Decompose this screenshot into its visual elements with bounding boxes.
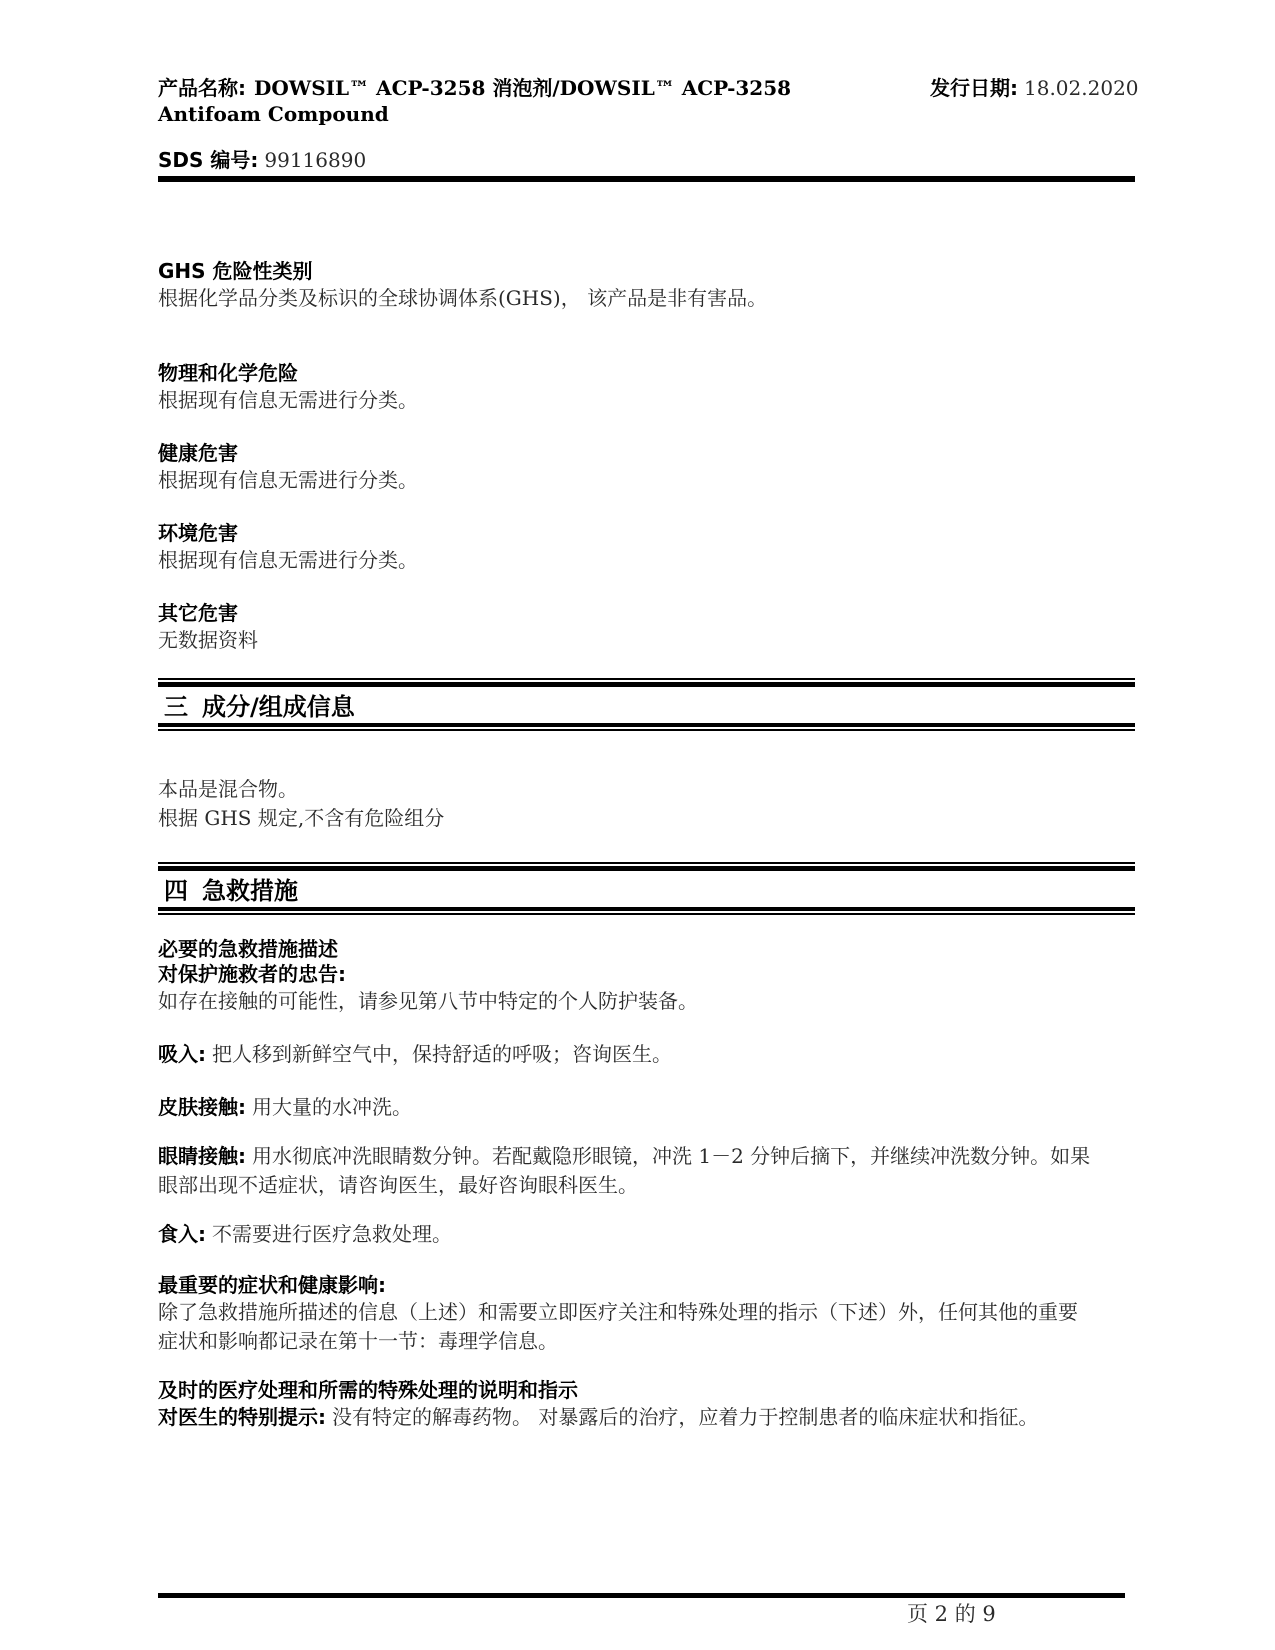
issue-date-label: 发行日期:	[930, 76, 1018, 100]
footer-divider	[158, 1593, 1125, 1598]
issue-date-value: 18.02.2020	[1024, 76, 1139, 100]
rescuer-advice-title: 对保护施救者的忠告:	[158, 962, 346, 986]
firstaid-item-label: 吸入:	[158, 1042, 206, 1066]
firstaid-item-skin	[158, 1093, 1093, 1122]
sds-number-value: 99116890	[264, 148, 367, 172]
firstaid-item-ingestion	[158, 1220, 1093, 1249]
section4-rule-top	[158, 862, 1135, 871]
hazard-subsection-text: 根据现有信息无需进行分类。	[158, 388, 418, 412]
page-footer	[158, 1593, 1135, 1626]
hazard-subsection-other	[158, 601, 1135, 655]
firstaid-item-label: 食入:	[158, 1222, 206, 1246]
section4-number: 四	[164, 877, 188, 905]
firstaid-item-text: 用水彻底冲洗眼睛数分钟。若配戴隐形眼镜，冲洗 1－2 分钟后摘下，并继续冲洗数分钟。如果眼部出现不适症状，请咨询医生，最好咨询眼科医生。	[158, 1144, 1091, 1197]
firstaid-item-text: 不需要进行医疗急救处理。	[212, 1222, 452, 1246]
hazard-subsection-health	[158, 441, 1135, 495]
section3-header	[158, 678, 1135, 731]
section3-rule-bottom	[158, 723, 1135, 731]
section4-title	[158, 871, 1135, 907]
hazard-subsection-environment	[158, 521, 1135, 575]
doctor-note	[158, 1403, 1093, 1432]
product-name-value: DOWSIL™ ACP-3258 消泡剂/DOWSIL™ ACP-3258 Antifoam Compound	[158, 76, 792, 126]
document-header	[158, 75, 1139, 127]
ghs-classification-block	[158, 259, 1135, 313]
composition-text	[158, 775, 1135, 833]
page-number: 页 2 的 9	[907, 1602, 996, 1626]
firstaid-description-block	[158, 937, 1135, 1016]
firstaid-description-title: 必要的急救措施描述	[158, 937, 338, 961]
product-name	[158, 75, 818, 127]
hazard-subsection-text: 无数据资料	[158, 628, 258, 652]
firstaid-item-label: 皮肤接触:	[158, 1095, 246, 1119]
section4-rule-bottom	[158, 907, 1135, 915]
ghs-classification-title: GHS 危险性类别	[158, 259, 313, 283]
symptoms-text: 除了急救措施所描述的信息（上述）和需要立即医疗关注和特殊处理的指示（下述）外，任何其他的重要症状和影响都记录在第十一节：毒理学信息。	[158, 1300, 1078, 1353]
symptoms-block	[158, 1273, 1135, 1356]
medical-treatment-title: 及时的医疗处理和所需的特殊处理的说明和指示	[158, 1378, 578, 1402]
issue-date	[930, 75, 1139, 101]
hazard-subsection-text: 根据现有信息无需进行分类。	[158, 468, 418, 492]
composition-line: 根据 GHS 规定,不含有危险组分	[158, 806, 445, 830]
section3-number: 三	[164, 693, 188, 721]
section3-title	[158, 687, 1135, 723]
sds-number	[158, 149, 1135, 171]
firstaid-item-text: 把人移到新鲜空气中，保持舒适的呼吸；咨询医生。	[212, 1042, 672, 1066]
doctor-note-label: 对医生的特别提示:	[158, 1405, 326, 1429]
product-name-label: 产品名称:	[158, 76, 246, 100]
rescuer-advice-text: 如存在接触的可能性，请参见第八节中特定的个人防护装备。	[158, 989, 698, 1013]
medical-treatment-block	[158, 1378, 1135, 1432]
hazard-subsection-title: 其它危害	[158, 601, 238, 625]
hazard-subsection-title: 健康危害	[158, 441, 238, 465]
ghs-classification-text: 根据化学品分类及标识的全球协调体系(GHS)， 该产品是非有害品。	[158, 286, 768, 310]
firstaid-item-eye	[158, 1142, 1093, 1200]
hazard-subsection-physical	[158, 361, 1135, 415]
symptoms-title: 最重要的症状和健康影响:	[158, 1273, 386, 1297]
hazard-subsection-title: 环境危害	[158, 521, 238, 545]
firstaid-item-label: 眼睛接触:	[158, 1144, 246, 1168]
section4-header	[158, 862, 1135, 915]
firstaid-item-inhalation	[158, 1040, 1093, 1069]
composition-line: 本品是混合物。	[158, 777, 298, 801]
section4-title-text: 急救措施	[202, 877, 298, 905]
header-divider	[158, 176, 1135, 182]
section3-title-text: 成分/组成信息	[202, 693, 355, 721]
doctor-note-text: 没有特定的解毒药物。 对暴露后的治疗，应着力于控制患者的临床症状和指征。	[332, 1405, 1039, 1429]
hazard-subsection-text: 根据现有信息无需进行分类。	[158, 548, 418, 572]
page-content	[158, 0, 1139, 1432]
hazard-subsection-title: 物理和化学危险	[158, 361, 298, 385]
section3-rule-top	[158, 678, 1135, 687]
sds-number-label: SDS 编号:	[158, 148, 259, 172]
firstaid-item-text: 用大量的水冲洗。	[252, 1095, 412, 1119]
